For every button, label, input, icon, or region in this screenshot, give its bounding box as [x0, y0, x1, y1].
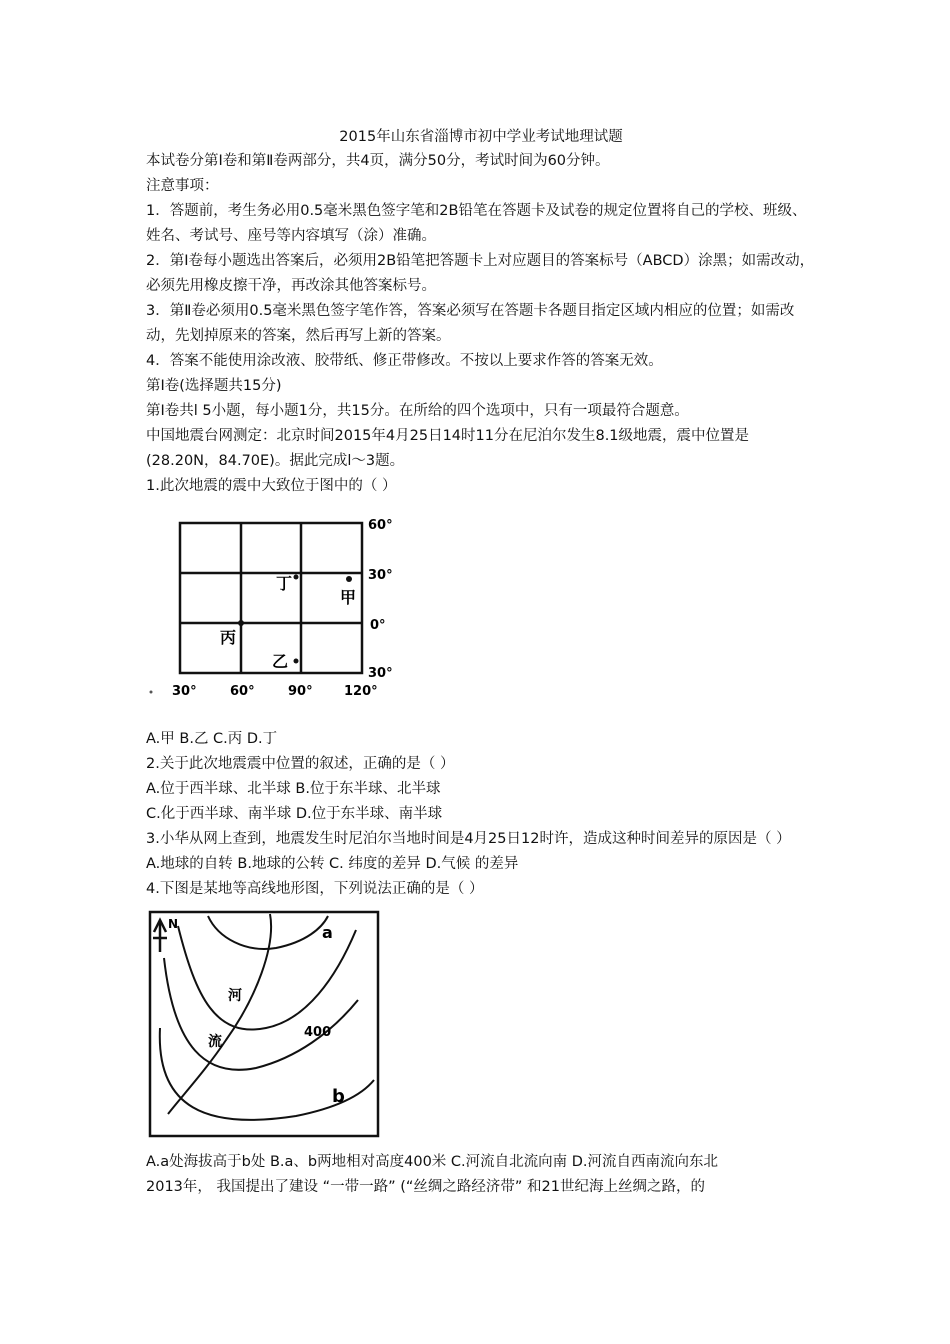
- question-1: 1.此次地震的震中大致位于图中的（ ）: [146, 478, 397, 494]
- point-label-yi: 乙: [272, 652, 289, 671]
- north-arrow-icon: [153, 920, 167, 952]
- document-title: 2015年山东省淄博市初中学业考试地理试题: [339, 129, 623, 145]
- contour-value-label: 400: [304, 1025, 332, 1040]
- north-label: N: [168, 917, 179, 931]
- lon-label-90: 90°: [288, 684, 313, 699]
- document-page: [146, 125, 816, 1200]
- part1-heading: 第I卷(选择题共15分): [146, 378, 282, 394]
- question-3: 3.小华从网上查到，地震发生时尼泊尔当地时间是4月25日12时许，造成这种时间差异的原因是（ ）: [146, 831, 791, 847]
- grid-border: [180, 523, 362, 673]
- lon-label-60: 60°: [230, 684, 255, 699]
- question-context-1: 中国地震台网测定：北京时间2015年4月25日14时11分在尼泊尔发生8.1级地震，震中位置是(28.20N，84.70E)。据此完成l～3题。: [146, 428, 750, 469]
- point-bing-dot: [238, 620, 244, 626]
- question-1-options: A.甲 B.乙 C.丙 D.丁: [146, 731, 278, 747]
- note-4: 4．答案不能使用涂改液、胶带纸、修正带修改。不按以上要求作答的答案无效。: [146, 353, 663, 369]
- question-2: 2.关于此次地震震中位置的叙述，正确的是（ ）: [146, 756, 455, 772]
- lat-label-0: 0°: [370, 618, 386, 633]
- point-label-jia: 甲: [340, 588, 357, 607]
- point-b-label: b: [332, 1086, 345, 1107]
- contour-a: [208, 916, 328, 949]
- note-1: 1．答题前，考生务必用0.5毫米黑色签字笔和2B铅笔在答题卡及试卷的规定位置将自己的学校、班级、姓名、考试号、座号等内容填写（涂）准确。: [146, 203, 807, 244]
- notes-heading: 注意事项：: [146, 178, 219, 194]
- question-context-2: 2013年， 我国提出了建设 “一带一路” (“丝绸之路经济带” 和21世纪海上丝绸之路，的: [146, 1179, 705, 1195]
- point-label-ding: 丁: [276, 574, 293, 593]
- lon-label-30: 30°: [172, 684, 197, 699]
- scan-dot: [150, 691, 153, 694]
- question-4-options: A.a处海拔高于b处 B.a、b两地相对高度400米 C.河流自北流向南 D.河流自西南流向东北: [146, 1154, 719, 1170]
- part1-description: 第I卷共l 5小题，每小题1分，共15分。在所给的四个选项中，只有一项最符合题意。: [146, 403, 689, 419]
- lat-lon-grid-figure: [146, 505, 422, 713]
- point-yi-dot: [294, 659, 299, 664]
- river-label-liu: 流: [208, 1034, 222, 1050]
- point-jia-dot: [346, 576, 352, 582]
- intro-text: 本试卷分第Ⅰ卷和第Ⅱ卷两部分，共4页，满分50分，考试时间为60分钟。: [146, 153, 610, 169]
- point-ding-dot: [294, 575, 299, 580]
- river-label-he: 河: [228, 988, 242, 1004]
- point-label-bing: 丙: [220, 628, 237, 647]
- lat-label-60: 60°: [368, 518, 393, 533]
- question-2-options-ab: A.位于西半球、北半球 B.位于东半球、北半球: [146, 781, 441, 797]
- contour-map-figure: [146, 908, 386, 1140]
- question-4: 4.下图是某地等高线地形图，下列说法正确的是（ ）: [146, 881, 484, 897]
- question-2-options-cd: C.化于西半球、南半球 D.位于东半球、南半球: [146, 806, 443, 822]
- lon-label-120: 120°: [344, 684, 378, 699]
- note-2: 2．第Ⅰ卷每小题选出答案后，必须用2B铅笔把答题卡上对应题目的答案标号（ABCD）涂黑；如需改动，必须先用橡皮擦干净，再改涂其他答案标号。: [146, 253, 815, 294]
- question-3-options: A.地球的自转 B.地球的公转 C. 纬度的差异 D.气候 的差异: [146, 856, 519, 872]
- lat-label-30n: 30°: [368, 568, 393, 583]
- grid-lines: [180, 523, 362, 673]
- note-3: 3．第Ⅱ卷必须用0.5毫米黑色签字笔作答，答案必须写在答题卡各题目指定区域内相应的位置；如需改动，先划掉原来的答案，然后再写上新的答案。: [146, 303, 795, 344]
- point-a-label: a: [322, 923, 333, 942]
- lat-label-30s: 30°: [368, 666, 393, 681]
